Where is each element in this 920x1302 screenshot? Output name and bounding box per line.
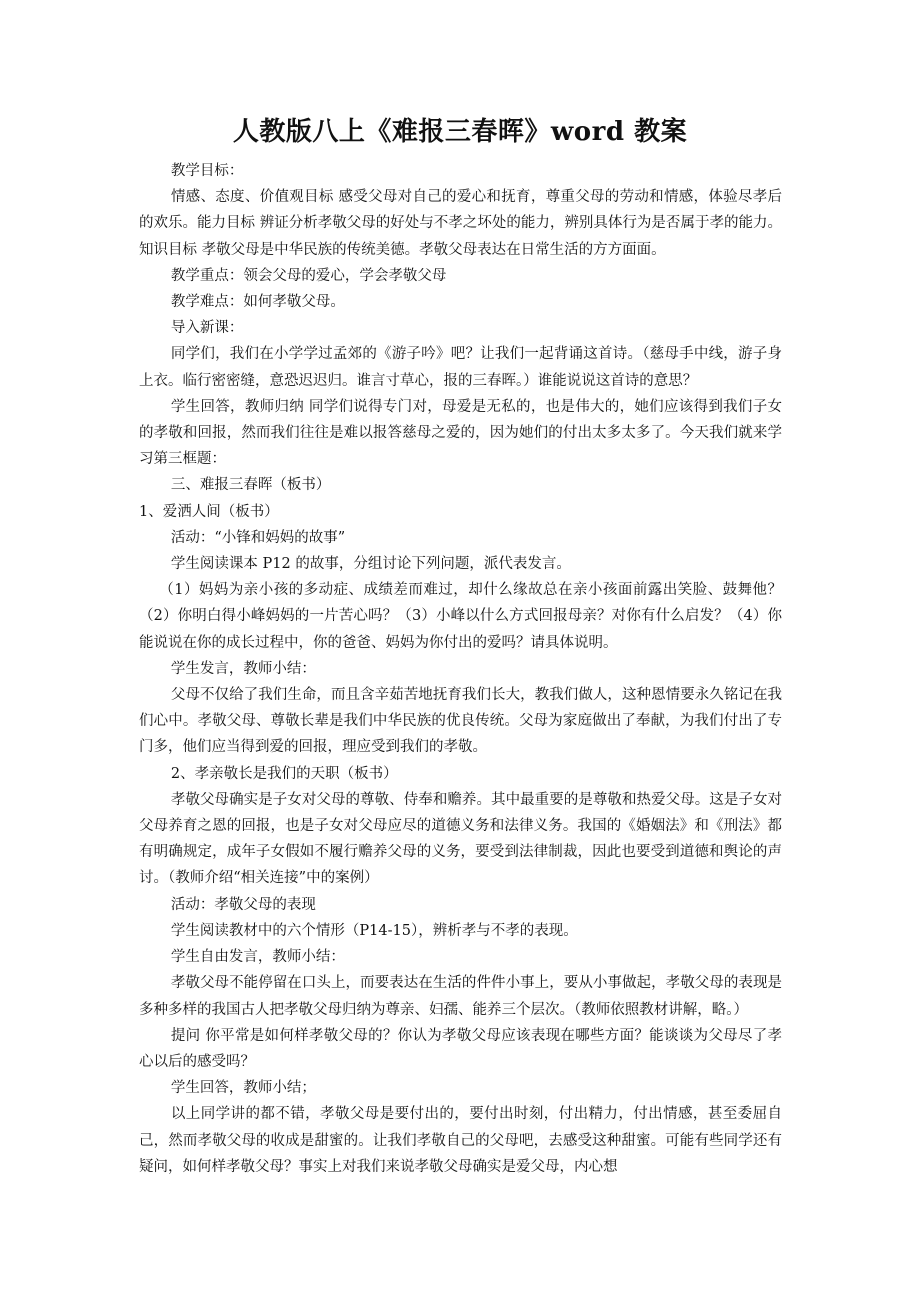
paragraph: 同学们，我们在小学学过孟郊的《游子吟》吧？让我们一起背诵这首诗。（慈母手中线，游子身上衣。临行密密缝，意恐迟迟归。谁言寸草心，报的三春晖。）谁能说说这首诗的意思？ bbox=[139, 346, 782, 389]
paragraph: 学生自由发言，教师小结： bbox=[170, 949, 345, 966]
paragraph: 教学重点：领会父母的爱心，学会孝敬父母 bbox=[170, 267, 447, 284]
paragraph: 学生回答，教师小结； bbox=[170, 1080, 316, 1097]
paragraph: 父母不仅给了我们生命，而且含辛茹苦地抚育我们长大，教我们做人，这种恩情要永久铭记在我们心中。孝敬父母、尊敬长辈是我们中华民族的优良传统。父母为家庭做出了奉献，为我们付出了专门多，他们应当得到爱的回报，理应受到我们的孝敬。 bbox=[139, 687, 782, 756]
paragraph: 学生回答，教师归纳 同学们说得专门对，母爱是无私的，也是伟大的，她们应该得到我们子女的孝敬和回报，然而我们往往是难以报答慈母之爱的，因为她们的付出太多太多了。今天我们就来学习第三框题： bbox=[139, 398, 782, 468]
paragraph: 教学难点：如何孝敬父母。 bbox=[170, 294, 345, 311]
paragraph: 孝敬父母不能停留在口头上，而要表达在生活的件件小事上，要从小事做起，孝敬父母的表现是多种多样的我国古人把孝敬父母归纳为尊亲、妇孺、能养三个层次。（教师依照教材讲解，略。） bbox=[139, 975, 782, 1018]
paragraph: 活动：“小锋和妈妈的故事” bbox=[170, 529, 346, 546]
paragraph: 学生阅读课本 P12 的故事，分组讨论下列问题，派代表发言。 bbox=[170, 556, 571, 573]
paragraph: 情感、态度、价值观目标 感受父母对自己的爱心和抚育，尊重父母的劳动和情感，体验尽孝后的欢乐。能力目标 辨证分析孝敬父母的好处与不孝之坏处的能力，辨别具体行为是否属于孝的能力。知识目标 孝敬父母是中华民族的传统美德。孝敬父母表达在日常生活的方方面面。 bbox=[139, 189, 782, 258]
paragraph: 以上同学讲的都不错，孝敬父母是要付出的，要付出时刻，付出精力，付出情感，甚至委屈自己，然而孝敬父母的收成是甜蜜的。让我们孝敬自己的父母吧，去感受这种甜蜜。可能有些同学还有疑问，如何样孝敬父母？事实上对我们来说孝敬父母确实是爱父母，内心想 bbox=[139, 1106, 782, 1175]
paragraph: 导入新课： bbox=[170, 320, 244, 337]
paragraph: （1）妈妈为亲小孩的多动症、成绩差而难过，却什么缘故总在亲小孩面前露出笑脸、鼓舞他？（2）你明白得小峰妈妈的一片苦心吗？（3）小峰以什么方式回报母亲？对你有什么启发？（4）你能说说在你的成长过程中，你的爸爸、妈妈为你付出的爱吗？请具体说明。 bbox=[139, 582, 782, 651]
paragraph: 1、爱洒人间（板书） bbox=[139, 503, 279, 520]
paragraph: 学生发言，教师小结： bbox=[170, 660, 316, 677]
paragraph: 提问 你平常是如何样孝敬父母的？你认为孝敬父母应该表现在哪些方面？能谈谈为父母尽了孝心以后的感受吗？ bbox=[139, 1027, 782, 1070]
paragraph: 学生阅读教材中的六个情形（P14-15），辨析孝与不孝的表现。 bbox=[170, 922, 578, 939]
document-body bbox=[139, 158, 782, 1180]
paragraph: 孝敬父母确实是子女对父母的尊敬、侍奉和赡养。其中最重要的是尊敬和热爱父母。这是子女对父母养育之恩的回报，也是子女对父母应尽的道德义务和法律义务。我国的《婚姻法》和《刑法》都有明确规定，成年子女假如不履行赡养父母的义务，要受到法律制裁，因此也要受到道德和舆论的声讨。（教师介绍“相关连接”中的案例） bbox=[139, 791, 782, 887]
paragraph: 2、孝亲敬长是我们的天职（板书） bbox=[170, 765, 398, 782]
paragraph: 教学目标： bbox=[170, 163, 244, 179]
paragraph: 活动：孝敬父母的表现 bbox=[170, 896, 316, 913]
paragraph: 三、难报三春晖（板书） bbox=[170, 477, 331, 494]
document-title: 人教版八上《难报三春晖》word 教案 bbox=[232, 117, 688, 147]
